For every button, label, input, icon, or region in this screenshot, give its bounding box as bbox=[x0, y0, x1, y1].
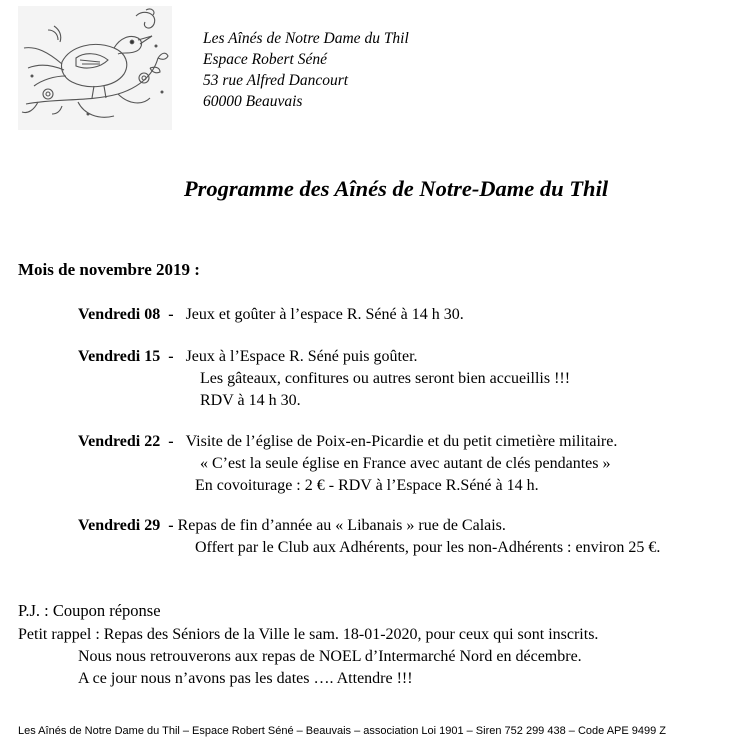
event-detail: Jeux et goûter à l’espace R. Séné à 14 h 30. bbox=[185, 306, 464, 323]
event-detail: Visite de l’église de Poix-en-Picardie et du petit cimetière militaire. bbox=[185, 433, 618, 450]
page-title: Programme des Aînés de Notre-Dame du Thil bbox=[183, 176, 609, 201]
event-day: Vendredi 08 bbox=[78, 306, 161, 323]
attachment-note: P.J. : Coupon réponse bbox=[18, 601, 161, 620]
event-detail: RDV à 14 h 30. bbox=[200, 392, 301, 409]
bird-on-branch-icon bbox=[18, 6, 172, 130]
event-22: Vendredi 22 - Visite de l’église de Poix-en-Picardie et du petit cimetière militaire. bbox=[78, 433, 618, 450]
event-29: Vendredi 29 - Repas de fin d’année au « Libanais » rue de Calais. bbox=[78, 517, 506, 534]
event-08: Vendredi 08 - Jeux et goûter à l’espace R. Séné à 14 h 30. bbox=[78, 306, 464, 323]
footer-legal: Les Aînés de Notre Dame du Thil – Espace Robert Séné – Beauvais – association Loi 1901 – Siren 752 299 438 – Code APE 9499 Z bbox=[18, 725, 667, 737]
event-detail: Repas de fin d’année au « Libanais » rue de Calais. bbox=[177, 517, 506, 534]
address-line-venue: Espace Robert Séné bbox=[203, 51, 327, 68]
event-detail: Jeux à l’Espace R. Séné puis goûter. bbox=[185, 348, 418, 365]
reminder-line: A ce jour nous n’avons pas les dates …. Attendre !!! bbox=[78, 670, 413, 687]
event-day: Vendredi 29 bbox=[78, 517, 161, 534]
event-15: Vendredi 15 - Jeux à l’Espace R. Séné puis goûter. bbox=[78, 348, 418, 365]
address-line-city: 60000 Beauvais bbox=[203, 93, 303, 110]
event-detail: « C’est la seule église en France avec autant de clés pendantes » bbox=[200, 455, 611, 472]
event-detail: Les gâteaux, confitures ou autres seront bien accueillis !!! bbox=[200, 370, 571, 387]
reminder-line: Petit rappel : Repas des Séniors de la Ville le sam. 18-01-2020, pour ceux qui sont inscrits. bbox=[18, 626, 599, 643]
address-line-street: 53 rue Alfred Dancourt bbox=[203, 72, 349, 89]
address-line-association: Les Aînés de Notre Dame du Thil bbox=[203, 30, 409, 47]
event-day: Vendredi 15 bbox=[78, 348, 161, 365]
reminder-line: Nous nous retrouverons aux repas de NOEL d’Intermarché Nord en décembre. bbox=[78, 648, 582, 665]
event-day: Vendredi 22 bbox=[78, 433, 161, 450]
event-detail: En covoiturage : 2 € - RDV à l’Espace R.Séné à 14 h. bbox=[195, 477, 539, 494]
month-heading: Mois de novembre 2019 : bbox=[18, 260, 200, 279]
event-detail: Offert par le Club aux Adhérents, pour les non-Adhérents : environ 25 €. bbox=[195, 539, 661, 556]
